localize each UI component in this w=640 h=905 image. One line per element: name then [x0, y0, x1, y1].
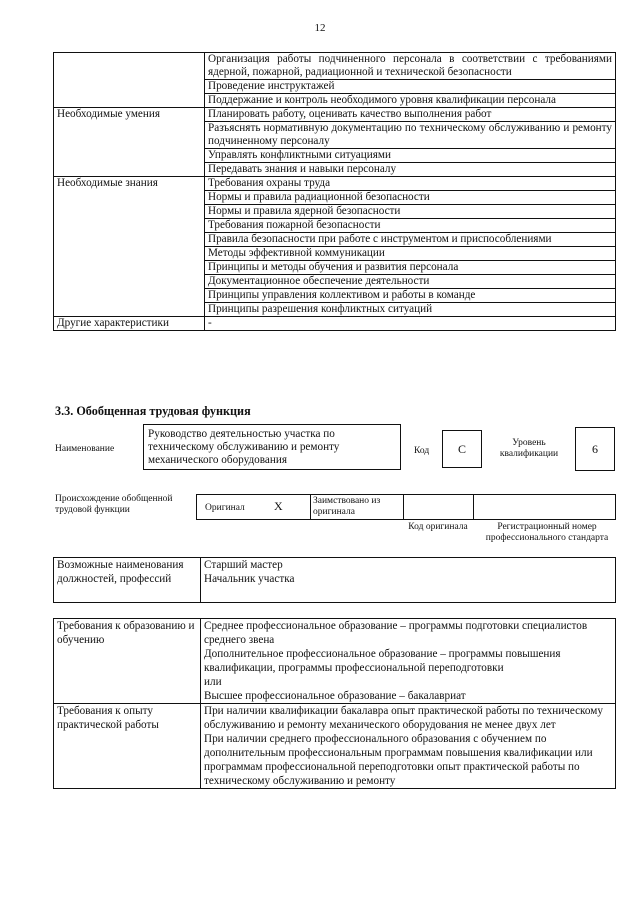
reg-number-caption: Регистрационный номер профессионального стандарта [485, 522, 609, 543]
table-cell: Передавать знания и навыки персоналу [205, 163, 616, 177]
origin-box [196, 494, 616, 520]
row-label-skills: Необходимые умения [54, 108, 205, 177]
table-cell: Нормы и правила радиационной безопасности [205, 191, 616, 205]
table-cell: Правила безопасности при работе с инструментом и приспособлениями [205, 233, 616, 247]
requirement-line: При наличии среднего профессионального образования с обучением по дополнительным профессиональным программам повышения квалификации или программам профессиональной переподготовки опыт практической работы по техническому обслуживанию и ремонту [204, 733, 593, 787]
requirement-line: Дополнительное профессиональное образование – программы повышения квалификации, программы профессиональной переподготовки [204, 648, 561, 674]
table-cell: Управлять конфликтными ситуациями [205, 149, 616, 163]
table-cell: Требования охраны труда [205, 177, 616, 191]
table-cell: Планировать работу, оценивать качество выполнения работ [205, 108, 616, 122]
experience-label: Требования к опыту практической работы [54, 704, 201, 789]
code-value-box: C [442, 430, 482, 468]
original-mark: X [274, 499, 283, 513]
name-label: Наименование [55, 444, 115, 454]
positions-values [201, 558, 616, 603]
table-cell: Принципы и методы обучения и развития персонала [205, 261, 616, 275]
row-label-other: Другие характеристики [54, 317, 205, 331]
table-cell: Проведение инструктажей [205, 80, 616, 94]
skills-knowledge-table [53, 52, 616, 331]
position-item: Начальник участка [204, 573, 295, 585]
requirement-line: или [204, 676, 222, 688]
table-cell: Документационное обеспечение деятельности [205, 275, 616, 289]
function-name-box: Руководство деятельностью участка по техническому обслуживанию и ремонту механического оборудования [143, 424, 401, 470]
borrowed-label: Заимствовано из оригинала [313, 496, 381, 517]
requirement-line: Высшее профессиональное образование – бакалавриат [204, 690, 466, 702]
divider [310, 494, 311, 520]
table-cell: Принципы управления коллективом и работы в команде [205, 289, 616, 303]
section-title: 3.3. Обобщенная трудовая функция [55, 404, 251, 418]
row-label [54, 53, 205, 108]
education-label: Требования к образованию и обучению [54, 619, 201, 704]
requirements-table [53, 618, 616, 789]
experience-values [201, 704, 616, 789]
requirement-line: При наличии квалификации бакалавра опыт практической работы по техническому обслуживанию и ремонту механического оборудования не менее двух лет [204, 705, 603, 731]
positions-label: Возможные наименования должностей, профессий [54, 558, 201, 603]
level-label: Уровень квалификации [499, 438, 559, 459]
table-cell: Организация работы подчиненного персонала в соответствии с требованиями ядерной, пожарной, радиационной и технической безопасности [205, 53, 616, 80]
origin-label: Происхождение обобщенной трудовой функции [55, 494, 173, 515]
level-value-box: 6 [575, 427, 615, 471]
row-label-knowledge: Необходимые знания [54, 177, 205, 317]
table-cell: Нормы и правила ядерной безопасности [205, 205, 616, 219]
positions-table [53, 557, 616, 603]
divider [473, 494, 474, 520]
table-cell: Методы эффективной коммуникации [205, 247, 616, 261]
table-cell: Требования пожарной безопасности [205, 219, 616, 233]
code-original-caption: Код оригинала [408, 522, 468, 532]
original-label: Оригинал [205, 503, 245, 513]
requirement-line: Среднее профессиональное образование – программы подготовки специалистов среднего звена [204, 620, 588, 646]
page-number: 12 [314, 22, 326, 34]
table-cell: Разъяснять нормативную документацию по техническому обслуживанию и ремонту подчиненному персоналу [205, 122, 616, 149]
table-cell: - [205, 317, 616, 331]
code-label: Код [414, 446, 430, 456]
table-cell: Принципы разрешения конфликтных ситуаций [205, 303, 616, 317]
education-values [201, 619, 616, 704]
position-item: Старший мастер [204, 559, 283, 571]
table-cell: Поддержание и контроль необходимого уровня квалификации персонала [205, 94, 616, 108]
divider [403, 494, 404, 520]
